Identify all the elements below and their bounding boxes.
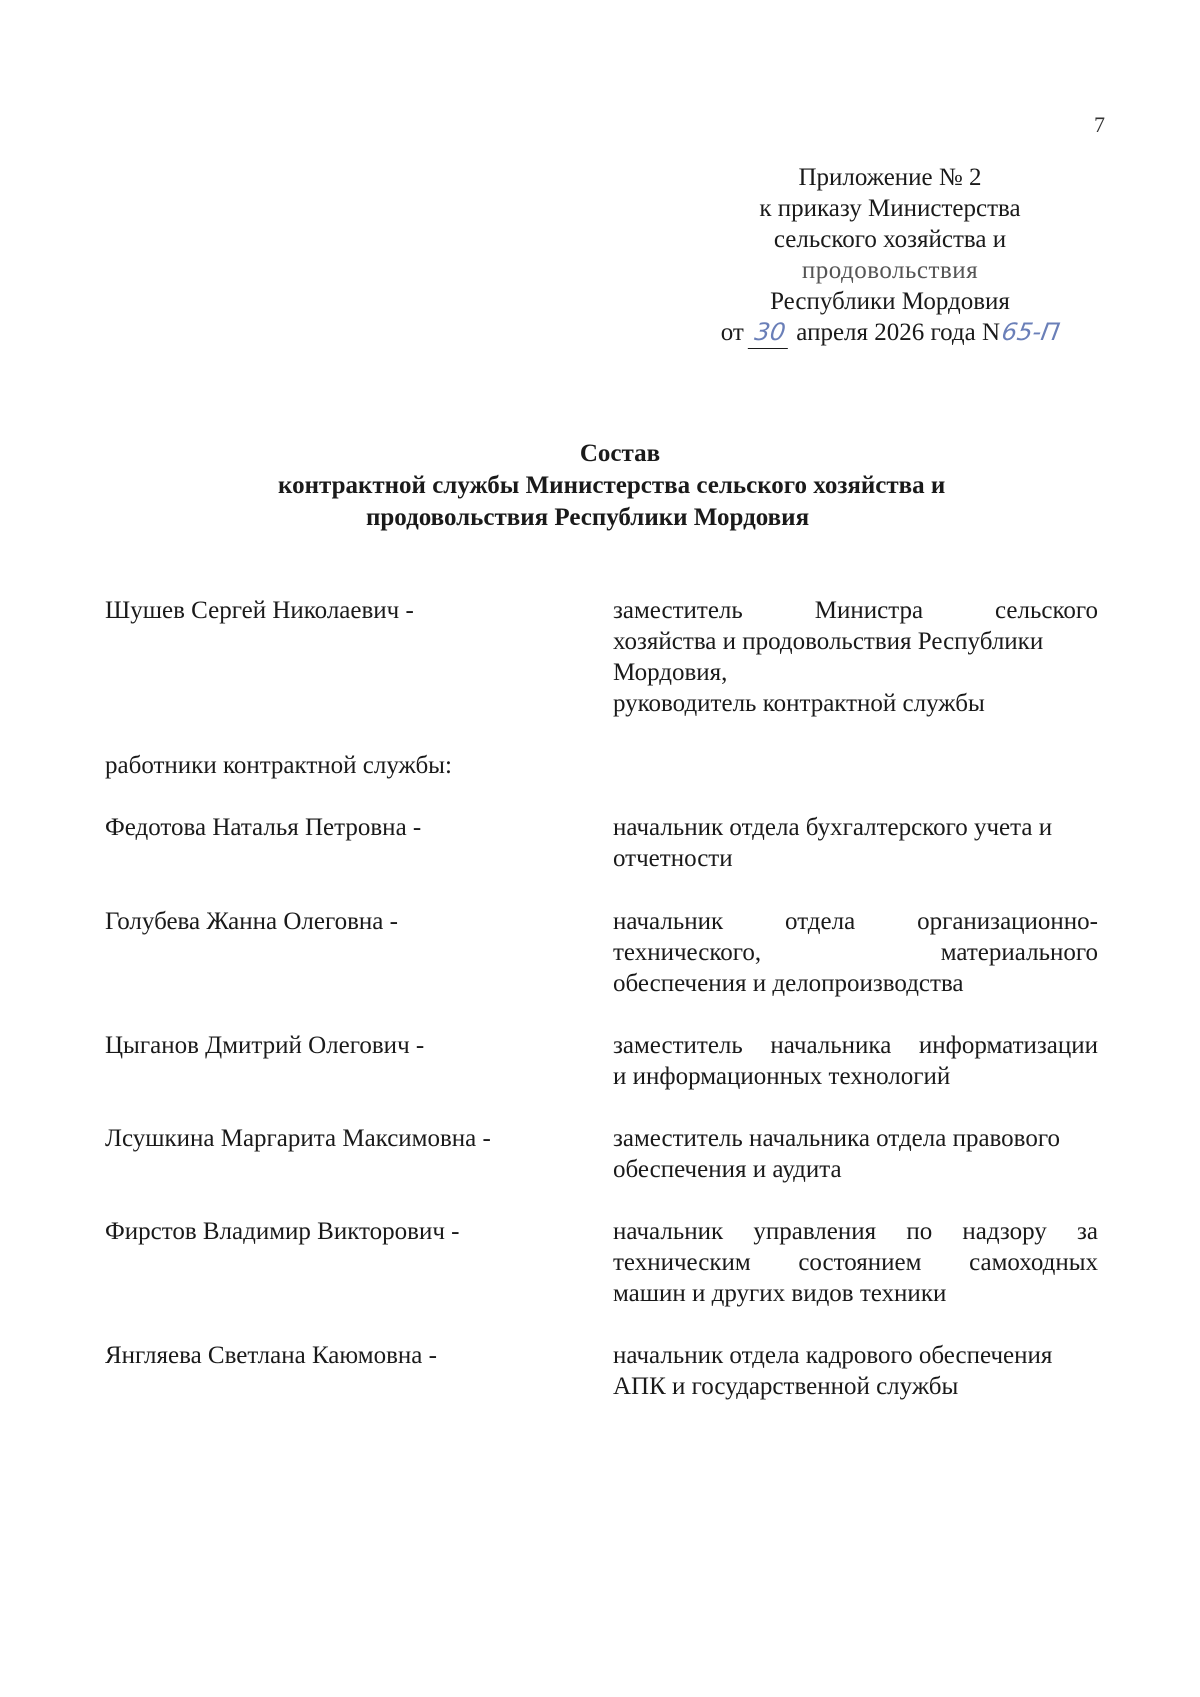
- page-number: 7: [1094, 112, 1105, 137]
- member-role: [613, 812, 1098, 874]
- role-line: технического, материального: [613, 939, 1098, 966]
- role-line: обеспечения и аудита: [613, 1156, 842, 1183]
- role-line: техническим состоянием самоходных: [613, 1249, 1098, 1276]
- head-member-name: Шушев Сергей Николаевич -: [105, 597, 414, 624]
- head-member-role: [613, 595, 1098, 719]
- role-line: начальник отдела бухгалтерского учета и: [613, 814, 1053, 841]
- role-line: АПК и государственной службы: [613, 1373, 959, 1400]
- role-line: обеспечения и делопроизводства: [613, 970, 964, 997]
- role-line: руководитель контрактной службы: [613, 690, 985, 717]
- role-line: машин и других видов техники: [613, 1280, 947, 1307]
- role-line: отчетности: [613, 845, 733, 872]
- heading-title: Состав: [579, 440, 661, 467]
- member-name: Цыганов Дмитрий Олегович -: [105, 1032, 425, 1059]
- appendix-order-ref: к приказу Министерства: [759, 195, 1021, 222]
- appendix-date-line: [690, 317, 1090, 349]
- member-name: Янгляева Светлана Каюмовна -: [105, 1342, 437, 1369]
- appendix-title: Приложение № 2: [798, 164, 982, 191]
- role-line: хозяйства и продовольствия Республики: [613, 628, 1044, 655]
- role-line: заместитель начальника отдела правового: [613, 1125, 1060, 1152]
- handwritten-day: 30: [748, 317, 792, 349]
- appendix-ministry-line-2: продовольствия: [801, 257, 979, 284]
- heading-subtitle-1: контрактной службы Министерства сельского хозяйства и: [278, 472, 946, 499]
- role-line: Мордовия,: [613, 659, 728, 686]
- role-line: заместитель Министра сельского: [613, 597, 1098, 624]
- appendix-republic: Республики Мордовия: [770, 288, 1010, 315]
- date-rest: апреля 2026 года N: [796, 319, 1001, 346]
- member-role: [613, 1030, 1098, 1092]
- member-name: Федотова Наталья Петровна -: [105, 814, 422, 841]
- date-prefix: от: [720, 319, 744, 346]
- appendix-ministry-line: сельского хозяйства и: [773, 226, 1007, 253]
- member-role: [613, 906, 1098, 999]
- heading-subtitle-2: продовольствия Республики Мордовия: [366, 504, 810, 531]
- member-role: [613, 1340, 1098, 1402]
- member-role: [613, 1123, 1098, 1185]
- workers-label: работники контрактной службы:: [105, 752, 452, 779]
- appendix-header: [690, 162, 1090, 349]
- member-name: Голубева Жанна Олеговна -: [105, 908, 398, 935]
- role-line: начальник управления по надзору за: [613, 1218, 1098, 1245]
- role-line: начальник отдела организационно-: [613, 908, 1098, 935]
- document-heading: [230, 438, 1050, 534]
- member-name: Фирстов Владимир Викторович -: [105, 1218, 460, 1245]
- role-line: заместитель начальника информатизации: [613, 1032, 1098, 1059]
- role-line: начальник отдела кадрового обеспечения: [613, 1342, 1053, 1369]
- role-line: и информационных технологий: [613, 1063, 951, 1090]
- member-role: [613, 1216, 1098, 1309]
- handwritten-order-number: 65-П: [999, 318, 1062, 346]
- member-name: Лсушкина Маргарита Максимовна -: [105, 1125, 491, 1152]
